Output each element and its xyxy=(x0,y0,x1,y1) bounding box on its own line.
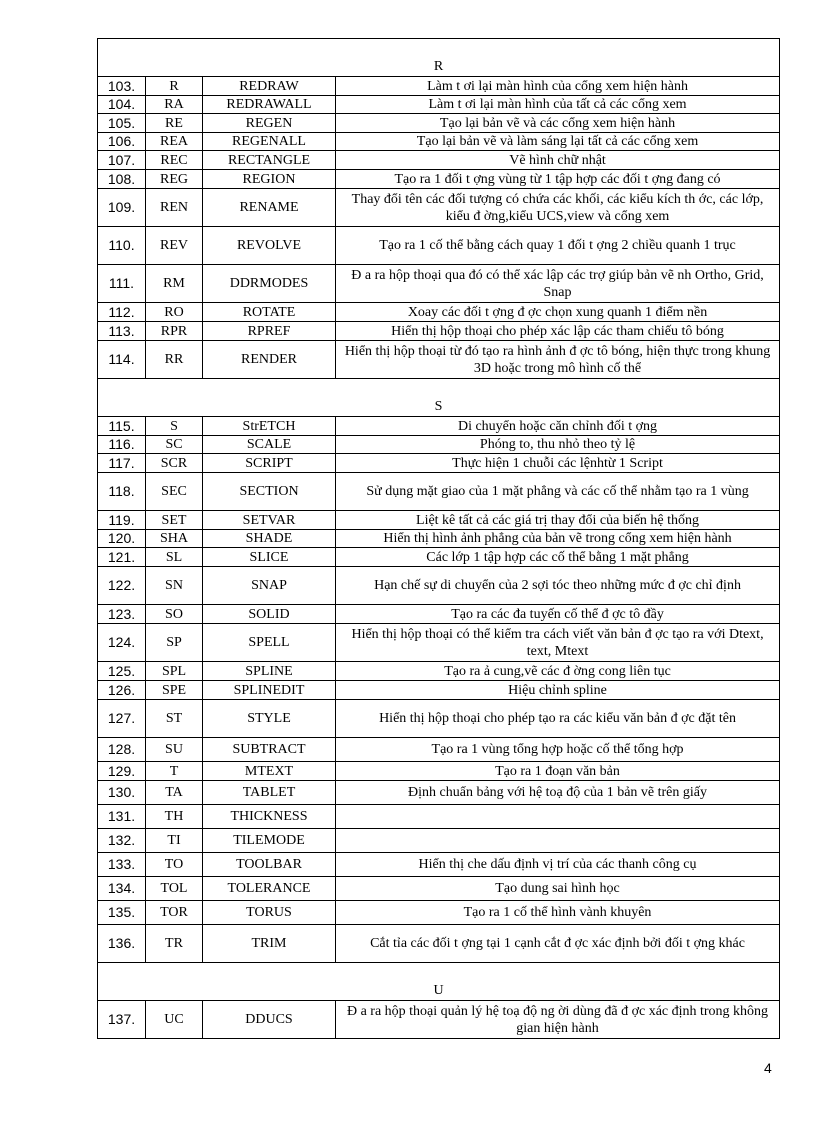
section-header-cell xyxy=(98,379,780,417)
row-number-cell: 112. xyxy=(98,303,146,322)
section-spacer xyxy=(101,380,776,398)
description-cell: Tạo ra 1 đoạn văn bản xyxy=(336,762,780,781)
description-cell: Hiển thị hộp thoại cho phép tạo ra các kiểu văn bản đ ợc đặt tên xyxy=(336,700,780,738)
table-row xyxy=(98,151,780,170)
description-cell: Tạo ra 1 cố thể bằng cách quay 1 đối t ợng 2 chiều quanh 1 trục xyxy=(336,227,780,265)
table-row xyxy=(98,170,780,189)
command-cell: SLICE xyxy=(203,548,336,567)
section-spacer xyxy=(101,40,776,58)
section-header-row xyxy=(98,379,780,417)
table-row xyxy=(98,605,780,624)
table-row xyxy=(98,227,780,265)
table-row xyxy=(98,624,780,662)
command-cell: DDRMODES xyxy=(203,265,336,303)
row-number-cell: 105. xyxy=(98,114,146,133)
alias-cell: RO xyxy=(146,303,203,322)
table-row xyxy=(98,322,780,341)
table-row xyxy=(98,853,780,877)
alias-cell: RPR xyxy=(146,322,203,341)
alias-cell: SET xyxy=(146,511,203,530)
description-cell: Tạo ra 1 cố thể hình vành khuyên xyxy=(336,901,780,925)
row-number-cell: 130. xyxy=(98,781,146,805)
alias-cell: S xyxy=(146,417,203,436)
command-cell: TOOLBAR xyxy=(203,853,336,877)
command-cell: STYLE xyxy=(203,700,336,738)
description-cell: Tạo ra 1 vùng tổng hợp hoặc cố thể tổng hợp xyxy=(336,738,780,762)
alias-cell: TO xyxy=(146,853,203,877)
table-row xyxy=(98,805,780,829)
command-cell: SCRIPT xyxy=(203,454,336,473)
description-cell: Hiển thị hộp thoại cho phép xác lập các tham chiếu tô bóng xyxy=(336,322,780,341)
section-header-cell xyxy=(98,963,780,1001)
command-cell: RENAME xyxy=(203,189,336,227)
table-row xyxy=(98,341,780,379)
row-number-cell: 135. xyxy=(98,901,146,925)
row-number-cell: 125. xyxy=(98,662,146,681)
command-cell: SPELL xyxy=(203,624,336,662)
command-cell: THICKNESS xyxy=(203,805,336,829)
command-cell: SECTION xyxy=(203,473,336,511)
row-number-cell: 117. xyxy=(98,454,146,473)
row-number-cell: 128. xyxy=(98,738,146,762)
row-number-cell: 133. xyxy=(98,853,146,877)
description-cell: Tạo dung sai hình học xyxy=(336,877,780,901)
row-number-cell: 109. xyxy=(98,189,146,227)
alias-cell: TA xyxy=(146,781,203,805)
alias-cell: RA xyxy=(146,96,203,114)
table-row xyxy=(98,700,780,738)
description-cell: Thực hiện 1 chuỗi các lệnhtừ 1 Script xyxy=(336,454,780,473)
description-cell: Hiển thị hộp thoại có thể kiểm tra cách viết văn bản đ ợc tạo ra với Dtext, text, Mtext xyxy=(336,624,780,662)
table-row xyxy=(98,548,780,567)
description-cell: Hạn chế sự di chuyển của 2 sợi tóc theo những mức đ ợc chỉ định xyxy=(336,567,780,605)
alias-cell: REC xyxy=(146,151,203,170)
row-number-cell: 136. xyxy=(98,925,146,963)
table-row xyxy=(98,303,780,322)
alias-cell: UC xyxy=(146,1001,203,1039)
row-number-cell: 118. xyxy=(98,473,146,511)
table-row xyxy=(98,265,780,303)
row-number-cell: 108. xyxy=(98,170,146,189)
row-number-cell: 111. xyxy=(98,265,146,303)
row-number-cell: 122. xyxy=(98,567,146,605)
table-row xyxy=(98,189,780,227)
table-row xyxy=(98,133,780,151)
alias-cell: SO xyxy=(146,605,203,624)
alias-cell: REA xyxy=(146,133,203,151)
alias-cell: TOL xyxy=(146,877,203,901)
command-cell: RENDER xyxy=(203,341,336,379)
table-row xyxy=(98,454,780,473)
table-row xyxy=(98,511,780,530)
table-row xyxy=(98,77,780,96)
description-cell: Sử dụng mặt giao của 1 mặt phẳng và các cố thể nhằm tạo ra 1 vùng xyxy=(336,473,780,511)
table-row xyxy=(98,681,780,700)
alias-cell: SEC xyxy=(146,473,203,511)
description-cell: Di chuyển hoặc căn chỉnh đối t ợng xyxy=(336,417,780,436)
description-cell: Hiển thị hộp thoại từ đó tạo ra hình ảnh đ ợc tô bóng, hiện thực trong khung 3D hoặc trong mô hình cố thể xyxy=(336,341,780,379)
description-cell: Vẽ hình chữ nhật xyxy=(336,151,780,170)
command-cell: SNAP xyxy=(203,567,336,605)
row-number-cell: 104. xyxy=(98,96,146,114)
command-cell: TORUS xyxy=(203,901,336,925)
command-cell: REDRAW xyxy=(203,77,336,96)
command-cell: REGION xyxy=(203,170,336,189)
description-cell: Hiệu chỉnh spline xyxy=(336,681,780,700)
command-cell: TRIM xyxy=(203,925,336,963)
alias-cell: SPL xyxy=(146,662,203,681)
command-cell: SUBTRACT xyxy=(203,738,336,762)
alias-cell: ST xyxy=(146,700,203,738)
command-cell: SETVAR xyxy=(203,511,336,530)
description-cell: Hiển thị hình ảnh phẳng của bản vẽ trong cổng xem hiện hành xyxy=(336,530,780,548)
description-cell: Tạo ra ả cung,vẽ các đ ờng cong liên tục xyxy=(336,662,780,681)
command-cell: RECTANGLE xyxy=(203,151,336,170)
section-header-cell xyxy=(98,39,780,77)
alias-cell: RM xyxy=(146,265,203,303)
table-row xyxy=(98,96,780,114)
alias-cell: SPE xyxy=(146,681,203,700)
row-number-cell: 137. xyxy=(98,1001,146,1039)
alias-cell: SU xyxy=(146,738,203,762)
table-row xyxy=(98,417,780,436)
row-number-cell: 121. xyxy=(98,548,146,567)
row-number-cell: 124. xyxy=(98,624,146,662)
row-number-cell: 119. xyxy=(98,511,146,530)
row-number-cell: 116. xyxy=(98,436,146,454)
alias-cell: RR xyxy=(146,341,203,379)
description-cell: Làm t ơi lại màn hình của cổng xem hiện hành xyxy=(336,77,780,96)
description-cell: Các lớp 1 tập hợp các cố thể bằng 1 mặt phẳng xyxy=(336,548,780,567)
command-cell: TABLET xyxy=(203,781,336,805)
row-number-cell: 113. xyxy=(98,322,146,341)
alias-cell: SHA xyxy=(146,530,203,548)
page-number: 4 xyxy=(764,1060,772,1076)
description-cell: Tạo ra 1 đối t ợng vùng từ 1 tập hợp các đối t ợng đang có xyxy=(336,170,780,189)
command-cell: ROTATE xyxy=(203,303,336,322)
section-letter: R xyxy=(433,59,444,74)
table-row xyxy=(98,473,780,511)
table-row xyxy=(98,530,780,548)
row-number-cell: 115. xyxy=(98,417,146,436)
row-number-cell: 103. xyxy=(98,77,146,96)
description-cell: Định chuẩn bảng với hệ toạ độ của 1 bản vẽ trên giấy xyxy=(336,781,780,805)
section-spacer xyxy=(101,964,776,982)
description-cell: Đ a ra hộp thoại qua đó có thể xác lập các trợ giúp bản vẽ nh Ortho, Grid, Snap xyxy=(336,265,780,303)
row-number-cell: 134. xyxy=(98,877,146,901)
command-cell: SCALE xyxy=(203,436,336,454)
alias-cell: TI xyxy=(146,829,203,853)
command-cell: REDRAWALL xyxy=(203,96,336,114)
row-number-cell: 132. xyxy=(98,829,146,853)
table-row xyxy=(98,567,780,605)
command-cell: SOLID xyxy=(203,605,336,624)
table-row xyxy=(98,925,780,963)
table-row xyxy=(98,762,780,781)
description-cell: Tạo lại bản vẽ và làm sáng lại tất cả các cổng xem xyxy=(336,133,780,151)
description-cell: Tạo lại bản vẽ và các cổng xem hiện hành xyxy=(336,114,780,133)
description-cell: Liệt kê tất cả các giá trị thay đổi của biến hệ thống xyxy=(336,511,780,530)
command-table-body xyxy=(98,39,780,1039)
alias-cell: RE xyxy=(146,114,203,133)
description-cell: Hiển thị che dấu định vị trí của các thanh công cụ xyxy=(336,853,780,877)
command-cell: SPLINEDIT xyxy=(203,681,336,700)
alias-cell: REV xyxy=(146,227,203,265)
command-cell: REGEN xyxy=(203,114,336,133)
alias-cell: TOR xyxy=(146,901,203,925)
section-letter: U xyxy=(433,983,444,998)
command-cell: REGENALL xyxy=(203,133,336,151)
table-row xyxy=(98,114,780,133)
description-cell: Làm t ơi lại màn hình của tất cả các cổng xem xyxy=(336,96,780,114)
command-cell: TILEMODE xyxy=(203,829,336,853)
table-row xyxy=(98,901,780,925)
alias-cell: SN xyxy=(146,567,203,605)
table-row xyxy=(98,1001,780,1039)
command-table xyxy=(97,38,780,1039)
table-row xyxy=(98,738,780,762)
row-number-cell: 127. xyxy=(98,700,146,738)
description-cell: Cắt tỉa các đối t ợng tại 1 cạnh cắt đ ợc xác định bởi đối t ợng khác xyxy=(336,925,780,963)
alias-cell: R xyxy=(146,77,203,96)
row-number-cell: 131. xyxy=(98,805,146,829)
description-cell: Xoay các đối t ợng đ ợc chọn xung quanh 1 điểm nền xyxy=(336,303,780,322)
alias-cell: SL xyxy=(146,548,203,567)
row-number-cell: 129. xyxy=(98,762,146,781)
description-cell: Đ a ra hộp thoại quản lý hệ toạ độ ng ời dùng đã đ ợc xác định trong không gian hiện hành xyxy=(336,1001,780,1039)
command-cell: MTEXT xyxy=(203,762,336,781)
row-number-cell: 120. xyxy=(98,530,146,548)
command-cell: REVOLVE xyxy=(203,227,336,265)
row-number-cell: 106. xyxy=(98,133,146,151)
table-row xyxy=(98,829,780,853)
table-row xyxy=(98,662,780,681)
alias-cell: REG xyxy=(146,170,203,189)
description-cell: Tạo ra các đa tuyến cố thể đ ợc tô đầy xyxy=(336,605,780,624)
alias-cell: TH xyxy=(146,805,203,829)
section-header-row xyxy=(98,963,780,1001)
command-cell: StrETCH xyxy=(203,417,336,436)
alias-cell: REN xyxy=(146,189,203,227)
command-cell: DDUCS xyxy=(203,1001,336,1039)
row-number-cell: 114. xyxy=(98,341,146,379)
table-row xyxy=(98,436,780,454)
description-cell: Phóng to, thu nhỏ theo tỷ lệ xyxy=(336,436,780,454)
alias-cell: TR xyxy=(146,925,203,963)
section-header-row xyxy=(98,39,780,77)
alias-cell: T xyxy=(146,762,203,781)
table-row xyxy=(98,781,780,805)
row-number-cell: 126. xyxy=(98,681,146,700)
row-number-cell: 110. xyxy=(98,227,146,265)
command-cell: SHADE xyxy=(203,530,336,548)
description-cell xyxy=(336,829,780,853)
row-number-cell: 123. xyxy=(98,605,146,624)
alias-cell: SC xyxy=(146,436,203,454)
row-number-cell: 107. xyxy=(98,151,146,170)
table-row xyxy=(98,877,780,901)
command-cell: SPLINE xyxy=(203,662,336,681)
alias-cell: SCR xyxy=(146,454,203,473)
command-cell: RPREF xyxy=(203,322,336,341)
command-cell: TOLERANCE xyxy=(203,877,336,901)
alias-cell: SP xyxy=(146,624,203,662)
description-cell xyxy=(336,805,780,829)
description-cell: Thay đổi tên các đối tượng có chứa các khối, các kiểu kích th ớc, các lớp, kiểu đ ờng,kiểu UCS,view và cổng xem xyxy=(336,189,780,227)
section-letter: S xyxy=(434,399,443,414)
